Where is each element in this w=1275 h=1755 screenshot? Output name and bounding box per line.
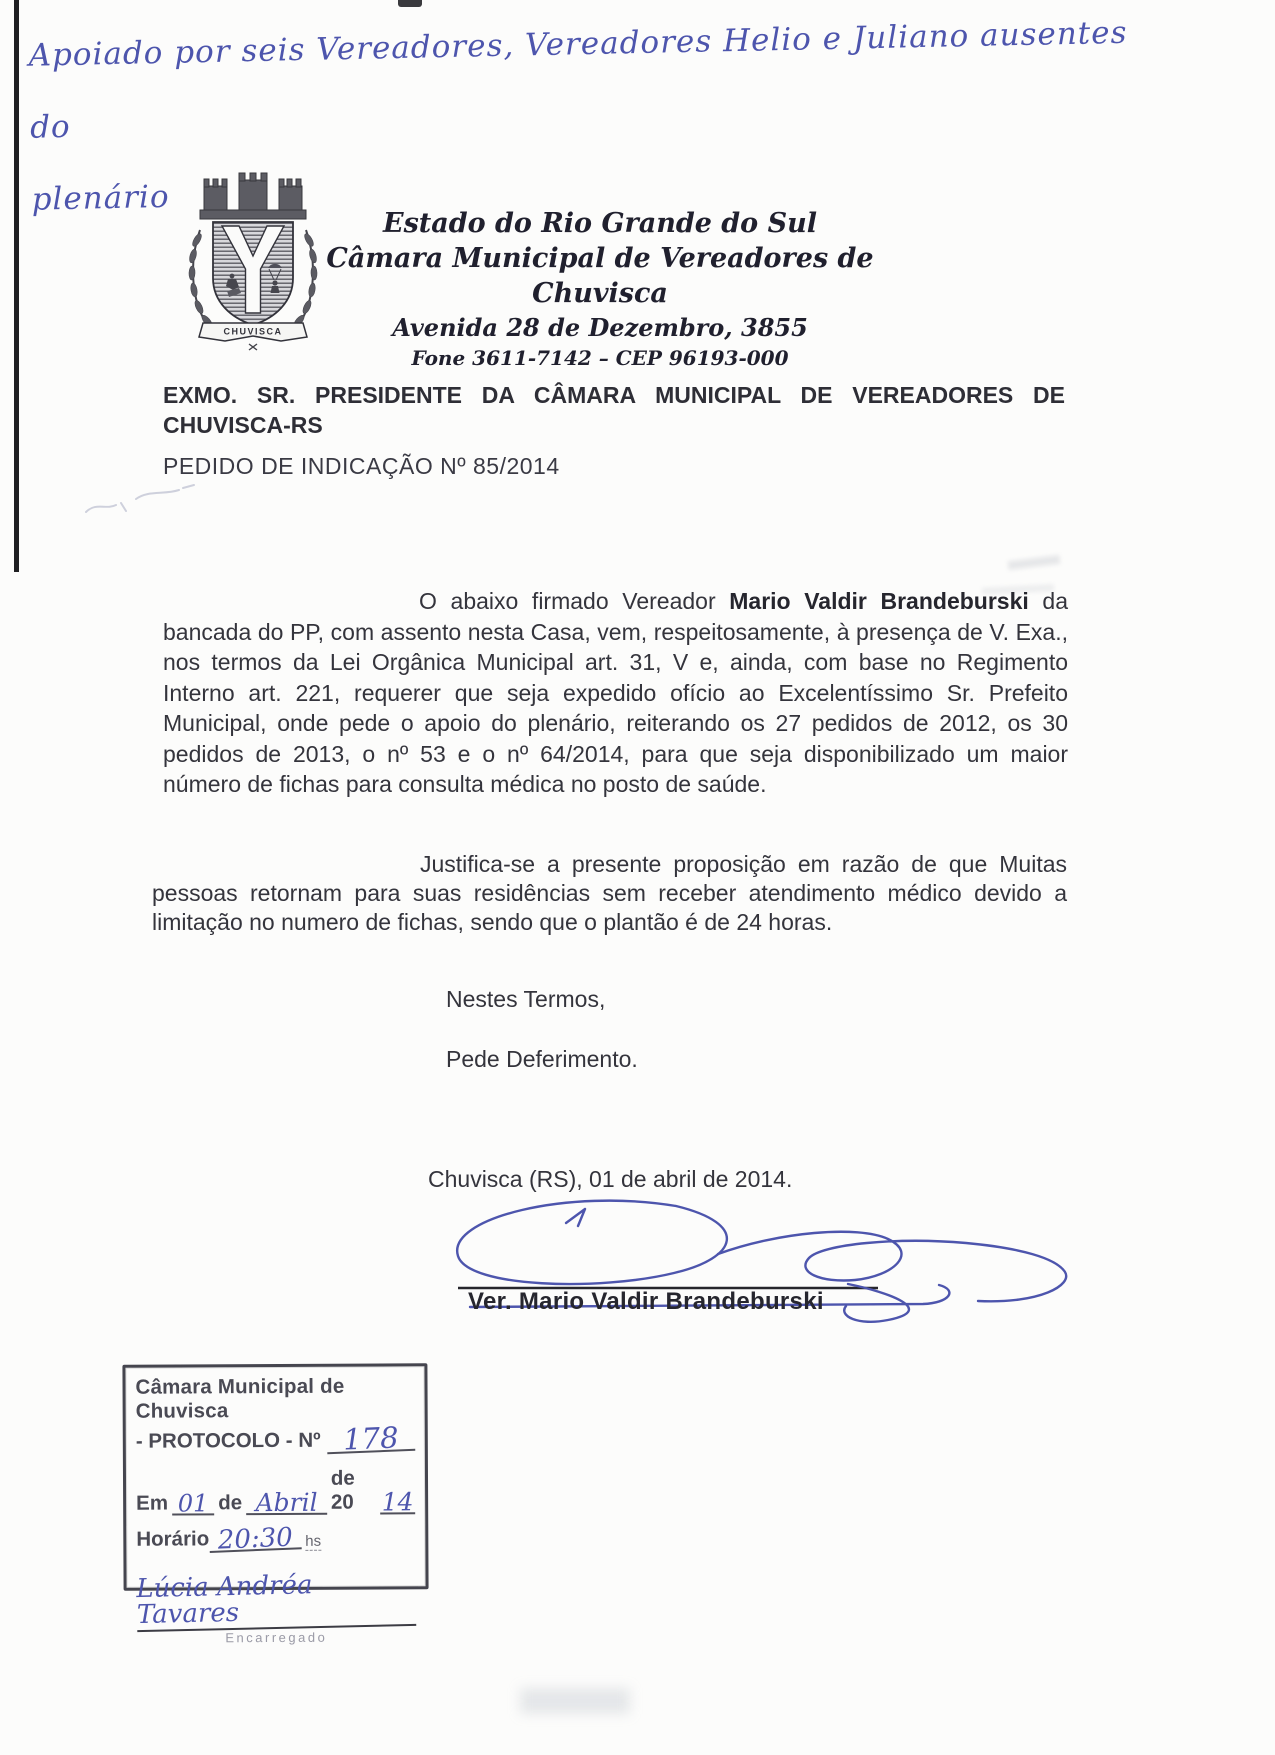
closing-terms: Nestes Termos, <box>446 986 606 1012</box>
scan-top-mark <box>398 0 422 7</box>
body-paragraph-request <box>163 586 1068 800</box>
stamp-org: Câmara Municipal de Chuvisca <box>135 1374 345 1423</box>
letterhead-address: Avenida 28 de Dezembro, 3855 <box>392 313 808 342</box>
addressee-heading: EXMO. SR. PRESIDENTE DA CÂMARA MUNICIPAL DE VEREADORES DE CHUVISCA-RS <box>163 382 1065 438</box>
body-paragraph-justification: Justifica-se a presente proposição em razão de que Muitas pessoas retornam para suas residências sem receber atendimento médico devido a limitação no numero de fichas, sendo que o plantão é de 24 horas. <box>152 851 1067 935</box>
stamp-time-row <box>136 1522 415 1556</box>
stamp-hs-label: hs <box>305 1532 322 1550</box>
stamp-protocol-number: 178 <box>326 1425 415 1455</box>
stamp-date-row <box>136 1466 415 1518</box>
closing-plea: Pede Deferimento. <box>446 1046 638 1072</box>
date-line: Chuvisca (RS), 01 de abril de 2014. <box>428 1166 793 1192</box>
banner-tail-cross <box>249 344 257 350</box>
crown-towers <box>200 173 306 219</box>
letterhead-organization: Câmara Municipal de Vereadores de Chuvisca <box>326 243 874 309</box>
stamp-day-value: 01 <box>172 1493 214 1515</box>
protocol-stamp <box>122 1363 428 1646</box>
pencil-scribble <box>82 478 212 526</box>
stamp-de-label: de <box>218 1491 243 1515</box>
signatory-name: Ver. Mario Valdir Brandeburski <box>468 1288 824 1315</box>
stamp-month-value: Abril <box>246 1493 327 1515</box>
stamp-em-label: Em <box>136 1491 169 1515</box>
stamp-protocol-label: - PROTOCOLO - Nº <box>135 1428 321 1453</box>
top-note-line2: plenário <box>31 178 170 218</box>
letterhead-state: Estado do Rio Grande do Sul <box>383 208 817 239</box>
stamp-protocol-row <box>135 1420 415 1457</box>
scan-smudge <box>520 1688 630 1714</box>
par1-councilman-name: Mario Valdir Brandeburski <box>729 588 1029 614</box>
stamp-year-value: 14 <box>381 1487 414 1517</box>
stamp-clerk-role: Encarregado <box>225 1629 328 1646</box>
letterhead-contact: Fone 3611-7142 – CEP 96193-000 <box>411 346 789 370</box>
par1-rest: da bancada do PP, com assento nesta Casa, vem, respeitosamente, à presença de V. Exa., nos termos da Lei Orgânica Municipal art. 31, V e, ainda, com base no Regimento Interno art. 221, requerer que seja expedido ofício ao Excelentíssimo Sr. Prefeito Municipal, onde pede o apoio do plenário, reiterando os 27 pedidos de 2012, os 30 pedidos de 2013, o nº 53 e o nº 64/2014, para que seja disponibilizado um maior número de fichas para consulta médica no posto de saúde. <box>163 588 1068 797</box>
stamp-horario-label: Horário <box>136 1527 210 1551</box>
scan-edge-line <box>14 0 19 572</box>
top-note-line1: Apoiado por seis Vereadores, Vereadores Helio e Juliano ausentes do <box>28 14 1128 146</box>
stamp-clerk-signature: Lúcia Andréa Tavares <box>136 1570 416 1632</box>
stamp-de20-label: de 20 <box>330 1466 355 1514</box>
stamp-horario-value: 20:30 <box>209 1527 302 1553</box>
letterhead <box>300 206 900 372</box>
document-title: PEDIDO DE INDICAÇÃO Nº 85/2014 <box>163 453 560 479</box>
stamp-signature-area <box>137 1572 416 1645</box>
pencil-smudge <box>1008 555 1061 570</box>
par1-intro: O abaixo firmado Vereador <box>419 588 730 614</box>
crest-banner-text: CHUVISCA <box>223 326 283 337</box>
